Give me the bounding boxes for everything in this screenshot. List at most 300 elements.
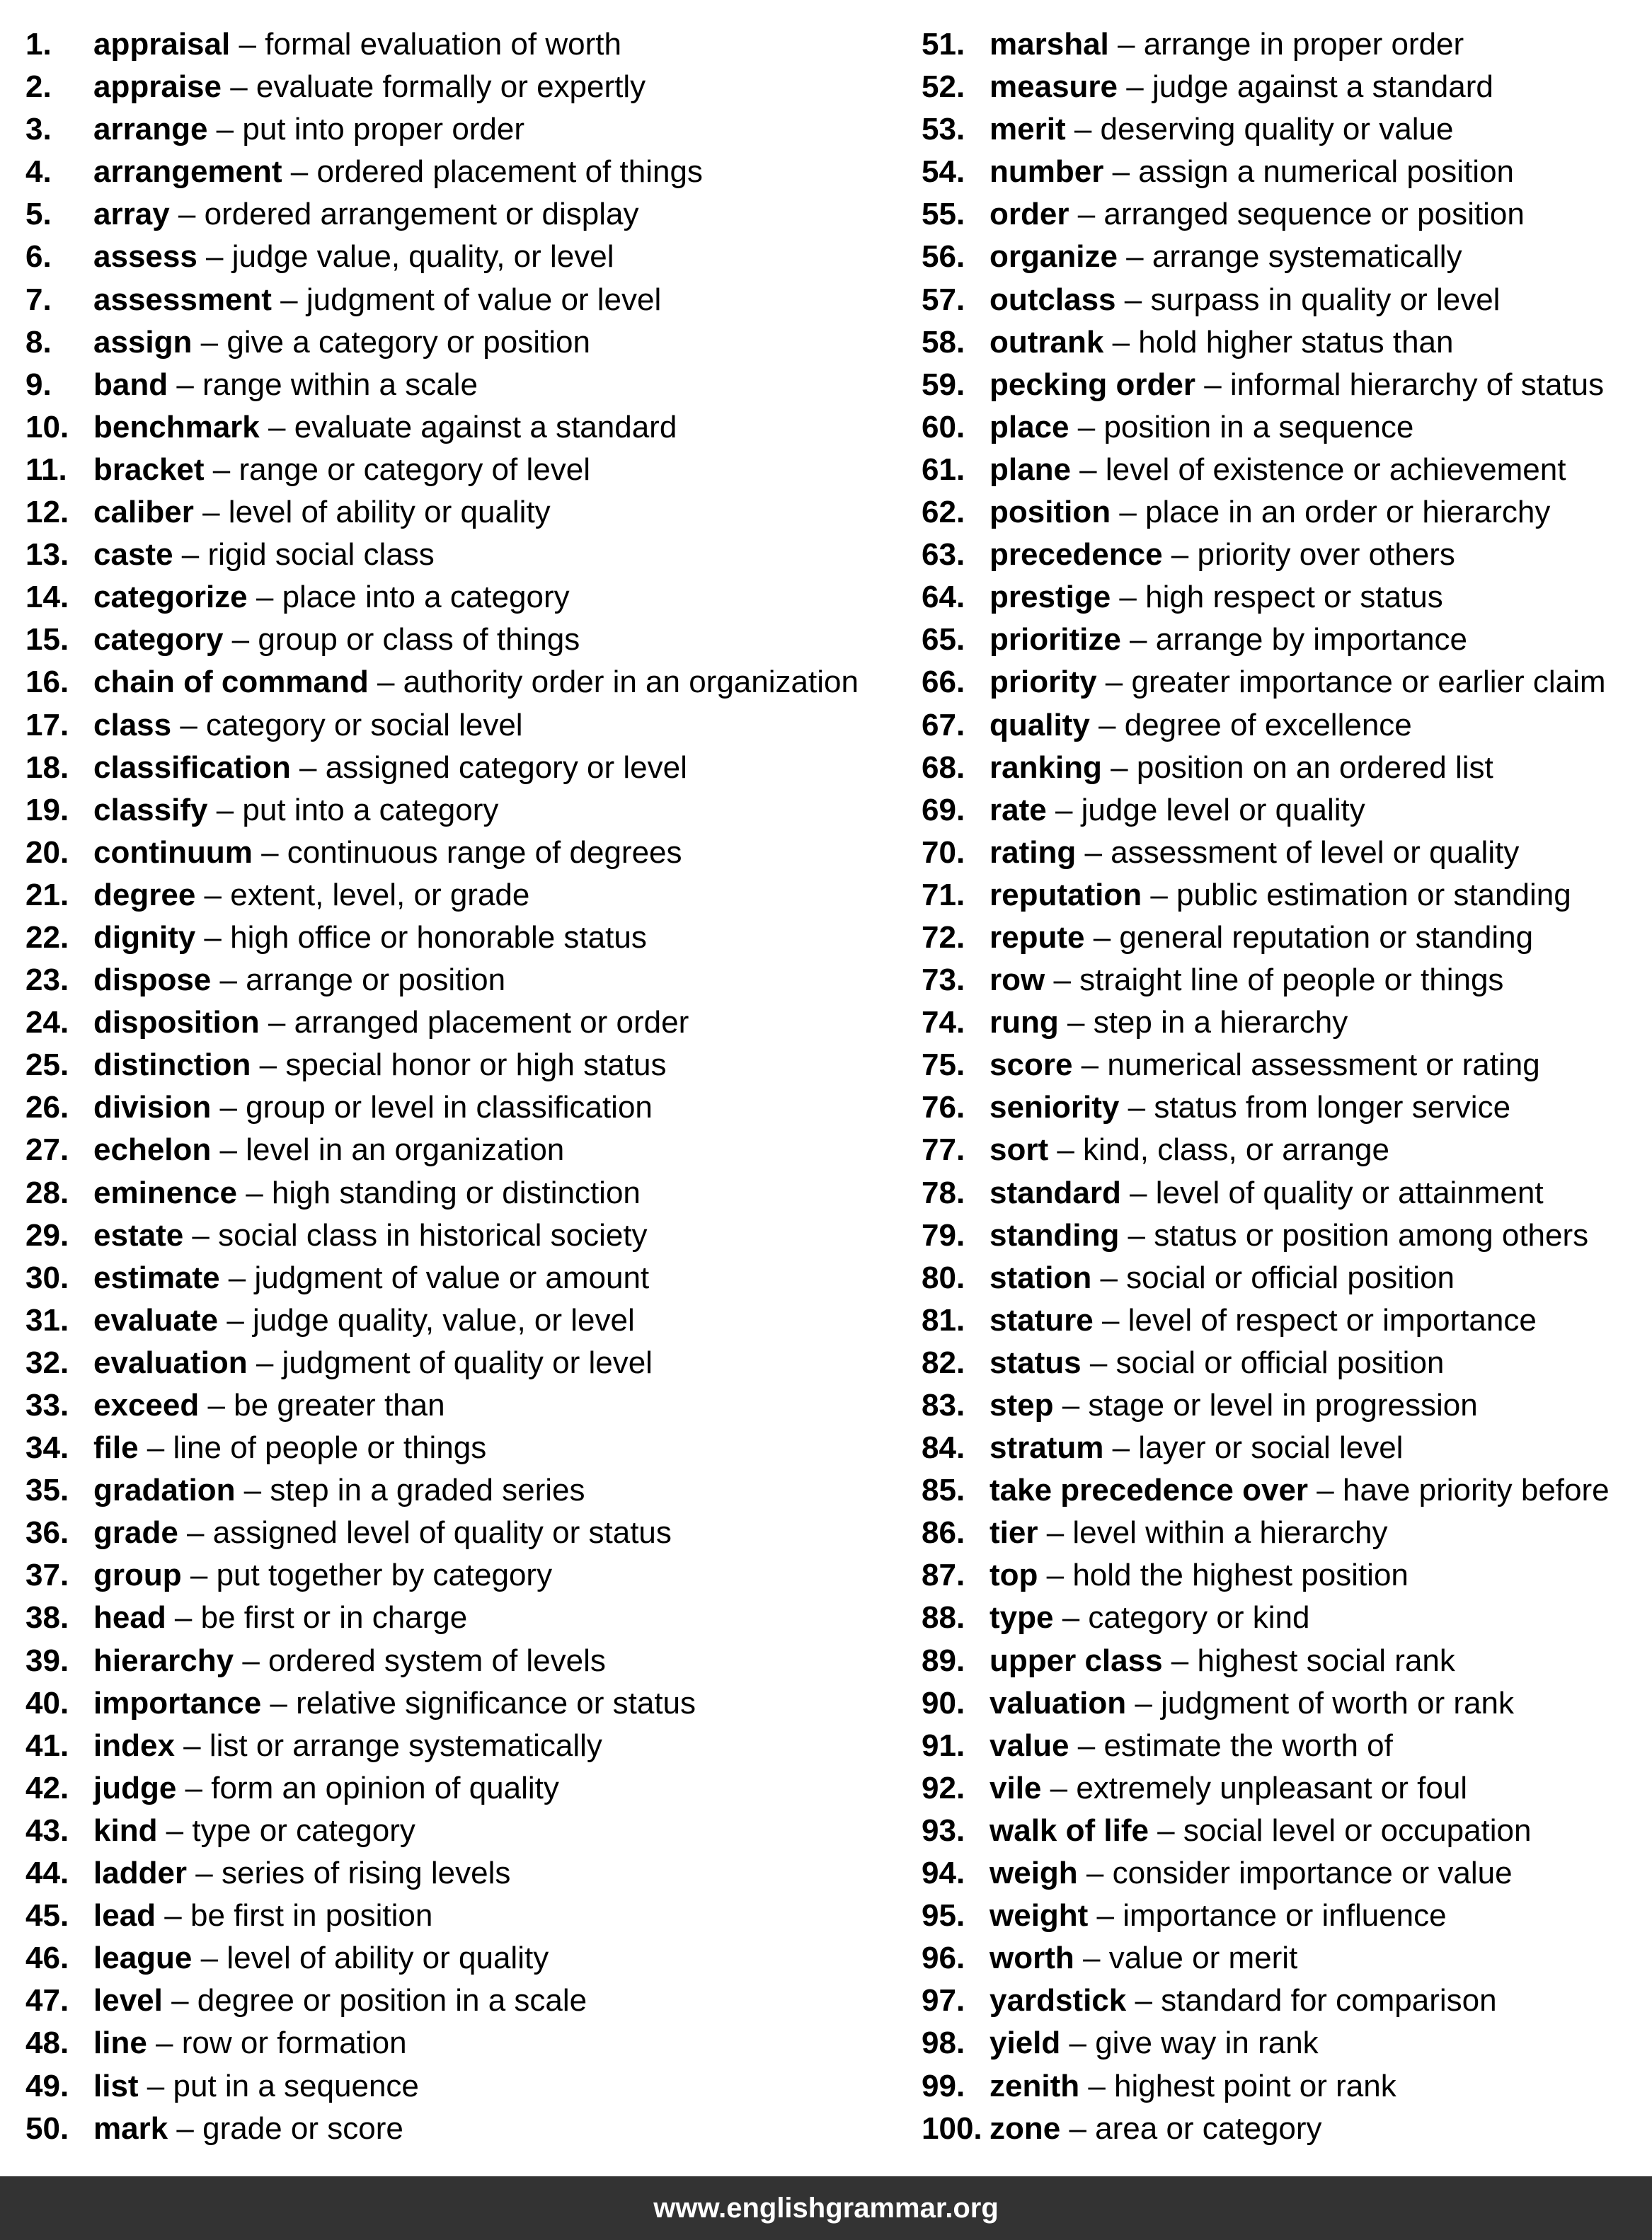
item-separator: – — [259, 409, 294, 444]
item-definition: step in a hierarchy — [1093, 1005, 1348, 1040]
list-item — [25, 747, 875, 789]
item-term: rung — [990, 1005, 1059, 1040]
item-definition: evaluate formally or expertly — [256, 69, 646, 105]
item-definition: numerical assessment or rating — [1107, 1047, 1540, 1083]
list-item — [922, 1895, 1652, 1937]
item-separator: – — [271, 282, 306, 317]
item-number: 77. — [922, 1132, 965, 1168]
item-definition: degree or position in a scale — [197, 1983, 587, 2018]
item-term: gradation — [93, 1473, 236, 1508]
item-term: stratum — [990, 1430, 1104, 1466]
item-number: 49. — [25, 2068, 69, 2103]
item-number: 19. — [25, 792, 69, 827]
item-separator: – — [1103, 324, 1139, 360]
item-term: hierarchy — [93, 1643, 234, 1678]
item-number: 85. — [922, 1473, 965, 1508]
item-number: 69. — [922, 792, 965, 827]
item-number: 22. — [25, 919, 69, 955]
item-number: 38. — [25, 1600, 69, 1636]
item-number: 13. — [25, 537, 69, 573]
item-term: top — [990, 1558, 1038, 1593]
item-number: 14. — [25, 580, 69, 615]
item-separator: – — [1076, 834, 1111, 870]
item-term: level — [93, 1983, 163, 2018]
list-item — [922, 959, 1652, 1001]
item-term: number — [990, 154, 1104, 190]
item-number: 43. — [25, 1813, 69, 1848]
item-term: dignity — [93, 919, 196, 955]
item-definition: rigid social class — [207, 537, 435, 573]
item-number: 96. — [922, 1941, 965, 1976]
item-separator: – — [1046, 792, 1082, 827]
list-item — [25, 1810, 875, 1852]
item-term: plane — [990, 452, 1071, 487]
item-term: kind — [93, 1813, 158, 1848]
list-item — [922, 1767, 1652, 1810]
item-number: 74. — [922, 1005, 965, 1040]
item-definition: put together by category — [216, 1558, 553, 1593]
item-separator: – — [1069, 1728, 1104, 1763]
item-number: 5. — [25, 197, 52, 232]
item-number: 7. — [25, 282, 52, 317]
item-definition: level in an organization — [246, 1132, 565, 1168]
item-number: 27. — [25, 1132, 69, 1168]
item-definition: level of ability or quality — [226, 1941, 549, 1976]
list-item — [922, 1257, 1652, 1299]
item-definition: public estimation or standing — [1176, 877, 1571, 912]
item-separator: – — [157, 1813, 193, 1848]
list-item — [922, 108, 1652, 151]
item-number: 50. — [25, 2110, 69, 2146]
item-separator: – — [211, 1132, 246, 1168]
item-definition: estimate the worth of — [1103, 1728, 1393, 1763]
item-definition: put into proper order — [242, 112, 525, 147]
list-item — [25, 108, 875, 151]
list-item — [25, 576, 875, 619]
item-separator: – — [1119, 1090, 1154, 1125]
item-term: category — [93, 622, 224, 657]
list-item — [922, 1044, 1652, 1086]
list-item — [922, 789, 1652, 832]
item-number: 84. — [922, 1430, 965, 1466]
item-number: 53. — [922, 112, 965, 147]
item-number: 70. — [922, 834, 965, 870]
list-item — [922, 66, 1652, 108]
item-definition: be greater than — [234, 1388, 445, 1423]
item-term: mark — [93, 2110, 168, 2146]
item-separator: – — [1126, 1685, 1161, 1721]
item-definition: hold higher status than — [1138, 324, 1454, 360]
item-definition: group or class of things — [258, 622, 580, 657]
item-number: 63. — [922, 537, 965, 573]
item-number: 88. — [922, 1600, 965, 1636]
item-definition: arrange systematically — [1152, 239, 1462, 275]
word-list-column-right — [922, 23, 1652, 2150]
item-definition: line of people or things — [173, 1430, 487, 1466]
list-item — [25, 1895, 875, 1937]
item-separator: – — [1081, 1345, 1116, 1380]
list-item — [922, 874, 1652, 917]
item-separator: – — [187, 1856, 222, 1891]
item-definition: level of ability or quality — [228, 495, 551, 530]
item-separator: – — [1195, 367, 1230, 402]
item-definition: status or position among others — [1154, 1217, 1589, 1253]
item-term: outrank — [990, 324, 1104, 360]
item-definition: be first in position — [190, 1898, 433, 1934]
item-number: 73. — [922, 963, 965, 998]
item-separator: – — [1142, 877, 1177, 912]
item-term: league — [93, 1941, 193, 1976]
item-separator: – — [181, 1558, 217, 1593]
item-term: evaluate — [93, 1302, 219, 1338]
list-item — [25, 1384, 875, 1427]
item-number: 6. — [25, 239, 52, 275]
list-item — [922, 576, 1652, 619]
list-item — [25, 151, 875, 193]
item-term: place — [990, 409, 1069, 444]
item-separator: – — [138, 2068, 173, 2103]
item-separator: – — [223, 622, 258, 657]
item-separator: – — [168, 367, 203, 402]
item-number: 24. — [25, 1005, 69, 1040]
item-separator: – — [1077, 1856, 1113, 1891]
item-definition: range or category of level — [239, 452, 590, 487]
item-separator: – — [1060, 2026, 1096, 2061]
list-item — [922, 151, 1652, 193]
list-item — [25, 789, 875, 832]
item-number: 29. — [25, 1217, 69, 1253]
item-number: 62. — [922, 495, 965, 530]
item-separator: – — [197, 239, 232, 275]
item-definition: category or social level — [206, 707, 523, 742]
list-item — [922, 1810, 1652, 1852]
item-number: 79. — [922, 1217, 965, 1253]
item-number: 10. — [25, 409, 69, 444]
item-definition: arranged placement or order — [294, 1005, 689, 1040]
item-separator: – — [162, 1983, 197, 2018]
item-definition: ordered system of levels — [268, 1643, 606, 1678]
item-separator: – — [1084, 919, 1120, 955]
item-definition: level of respect or importance — [1128, 1302, 1537, 1338]
item-number: 97. — [922, 1983, 965, 2018]
item-term: organize — [990, 239, 1118, 275]
item-separator: – — [221, 69, 256, 105]
list-item — [25, 1214, 875, 1257]
list-item — [25, 1597, 875, 1639]
item-definition: evaluate against a standard — [294, 409, 677, 444]
item-separator: – — [171, 707, 207, 742]
item-number: 47. — [25, 1983, 69, 2018]
item-number: 52. — [922, 69, 965, 105]
item-definition: value or merit — [1108, 1941, 1298, 1976]
item-separator: – — [368, 665, 403, 700]
item-definition: priority over others — [1197, 537, 1455, 573]
item-term: station — [990, 1260, 1092, 1295]
item-separator: – — [1162, 537, 1198, 573]
item-definition: step in a graded series — [270, 1473, 585, 1508]
list-item — [25, 321, 875, 364]
list-item — [922, 1725, 1652, 1767]
list-item — [922, 364, 1652, 406]
item-definition: assigned category or level — [325, 749, 687, 785]
list-item — [922, 704, 1652, 747]
item-definition: social class in historical society — [218, 1217, 648, 1253]
item-number: 92. — [922, 1770, 965, 1805]
list-item — [25, 491, 875, 534]
list-item — [25, 1299, 875, 1342]
item-separator: – — [1162, 1643, 1198, 1678]
item-term: seniority — [990, 1090, 1120, 1125]
item-number: 48. — [25, 2026, 69, 2061]
list-item — [922, 1427, 1652, 1469]
list-item — [922, 2065, 1652, 2108]
item-number: 23. — [25, 963, 69, 998]
item-number: 3. — [25, 112, 52, 147]
item-separator: – — [138, 1430, 173, 1466]
item-number: 57. — [922, 282, 965, 317]
item-definition: form an opinion of quality — [211, 1770, 559, 1805]
item-term: measure — [990, 69, 1118, 105]
list-item — [922, 236, 1652, 278]
item-separator: – — [251, 1047, 286, 1083]
item-number: 87. — [922, 1558, 965, 1593]
item-definition: highest point or rank — [1114, 2068, 1396, 2103]
item-definition: put into a category — [242, 792, 499, 827]
item-term: vile — [990, 1770, 1042, 1805]
item-separator: – — [1119, 1217, 1154, 1253]
list-item — [922, 1299, 1652, 1342]
item-number: 99. — [922, 2068, 965, 2103]
item-term: ladder — [93, 1856, 188, 1891]
item-term: zone — [990, 2110, 1061, 2146]
item-term: standard — [990, 1175, 1121, 1210]
item-separator: – — [1126, 1983, 1161, 2018]
list-item — [922, 1852, 1652, 1895]
item-separator: – — [1069, 409, 1104, 444]
item-number: 39. — [25, 1643, 69, 1678]
item-term: repute — [990, 919, 1085, 955]
item-definition: judge level or quality — [1081, 792, 1365, 827]
item-separator: – — [195, 919, 231, 955]
item-number: 26. — [25, 1090, 69, 1125]
item-separator: – — [259, 1005, 294, 1040]
item-number: 16. — [25, 665, 69, 700]
item-separator: – — [178, 1515, 213, 1551]
item-definition: status from longer service — [1154, 1090, 1511, 1125]
item-number: 90. — [922, 1685, 965, 1721]
item-separator: – — [1111, 580, 1146, 615]
list-item — [922, 1001, 1652, 1044]
item-term: division — [93, 1090, 212, 1125]
item-separator: – — [1041, 1770, 1077, 1805]
item-definition: arranged sequence or position — [1103, 197, 1525, 232]
item-number: 33. — [25, 1388, 69, 1423]
item-separator: – — [235, 1473, 270, 1508]
item-separator: – — [192, 324, 227, 360]
item-definition: assessment of level or quality — [1111, 834, 1520, 870]
item-definition: relative significance or status — [296, 1685, 696, 1721]
item-definition: continuous range of degrees — [287, 834, 682, 870]
list-item — [922, 2022, 1652, 2064]
list-item — [922, 619, 1652, 661]
list-item — [25, 704, 875, 747]
item-number: 64. — [922, 580, 965, 615]
list-item — [25, 959, 875, 1001]
item-definition: arrange in proper order — [1143, 27, 1464, 62]
item-term: outclass — [990, 282, 1116, 317]
item-term: continuum — [93, 834, 253, 870]
item-term: lead — [93, 1898, 156, 1934]
item-definition: list or arrange systematically — [209, 1728, 602, 1763]
item-number: 25. — [25, 1047, 69, 1083]
item-separator: – — [1118, 69, 1152, 105]
item-term: group — [93, 1558, 182, 1593]
item-definition: social level or occupation — [1183, 1813, 1532, 1848]
item-term: classification — [93, 749, 291, 785]
item-term: step — [990, 1388, 1054, 1423]
item-separator: – — [247, 1345, 282, 1380]
item-number: 86. — [922, 1515, 965, 1551]
item-term: merit — [990, 112, 1066, 147]
item-term: caste — [93, 537, 173, 573]
list-item — [25, 832, 875, 874]
item-definition: judgment of quality or level — [282, 1345, 653, 1380]
item-term: index — [93, 1728, 175, 1763]
item-separator: – — [199, 1388, 234, 1423]
item-number: 82. — [922, 1345, 965, 1380]
item-term: chain of command — [93, 665, 369, 700]
item-separator: – — [1089, 707, 1125, 742]
list-item — [922, 832, 1652, 874]
list-item — [922, 1554, 1652, 1597]
footer-url[interactable]: www.englishgrammar.org — [653, 2193, 999, 2224]
item-definition: surpass in quality or level — [1150, 282, 1501, 317]
item-definition: place into a category — [282, 580, 570, 615]
list-item — [25, 406, 875, 449]
item-number: 54. — [922, 154, 965, 190]
list-item — [922, 534, 1652, 576]
item-definition: straight line of people or things — [1079, 963, 1504, 998]
item-number: 21. — [25, 877, 69, 912]
item-number: 8. — [25, 324, 52, 360]
item-separator: – — [174, 1728, 210, 1763]
item-term: bracket — [93, 452, 205, 487]
item-term: row — [990, 963, 1045, 998]
item-term: walk of life — [990, 1813, 1149, 1848]
item-term: zenith — [990, 2068, 1080, 2103]
item-number: 30. — [25, 1260, 69, 1295]
item-definition: high office or honorable status — [230, 919, 647, 955]
item-term: yield — [990, 2026, 1061, 2061]
list-item — [922, 1129, 1652, 1171]
item-separator: – — [166, 1600, 201, 1636]
item-definition: arrange or position — [246, 963, 506, 998]
item-separator: – — [236, 1175, 272, 1210]
item-definition: level of existence or achievement — [1105, 452, 1566, 487]
item-term: marshal — [990, 27, 1109, 62]
item-definition: judge against a standard — [1152, 69, 1493, 105]
item-separator: – — [183, 1217, 219, 1253]
item-separator: – — [282, 154, 317, 190]
item-definition: authority order in an organization — [403, 665, 859, 700]
list-item — [25, 1554, 875, 1597]
item-definition: group or level in classification — [246, 1090, 653, 1125]
item-term: caliber — [93, 495, 194, 530]
item-separator: – — [1103, 154, 1139, 190]
list-item — [25, 1044, 875, 1086]
item-number: 75. — [922, 1047, 965, 1083]
item-separator: – — [192, 1941, 227, 1976]
item-number: 98. — [922, 2026, 965, 2061]
item-term: sort — [990, 1132, 1049, 1168]
item-term: worth — [990, 1941, 1074, 1976]
list-item — [922, 1937, 1652, 1980]
item-definition: social or official position — [1115, 1345, 1445, 1380]
item-term: take precedence over — [990, 1473, 1309, 1508]
list-item — [25, 874, 875, 917]
item-separator: – — [261, 1685, 297, 1721]
item-number: 41. — [25, 1728, 69, 1763]
item-separator: – — [1093, 1302, 1128, 1338]
item-definition: area or category — [1095, 2110, 1322, 2146]
item-term: rating — [990, 834, 1077, 870]
item-term: quality — [990, 707, 1090, 742]
list-item — [25, 661, 875, 703]
item-number: 67. — [922, 707, 965, 742]
item-definition: highest social rank — [1197, 1643, 1455, 1678]
item-number: 59. — [922, 367, 965, 402]
item-term: head — [93, 1600, 166, 1636]
item-term: position — [990, 495, 1111, 530]
item-separator: – — [207, 112, 243, 147]
item-term: assessment — [93, 282, 272, 317]
item-term: reputation — [990, 877, 1142, 912]
item-separator: – — [169, 197, 205, 232]
item-number: 51. — [922, 27, 965, 62]
list-item — [922, 491, 1652, 534]
item-number: 65. — [922, 622, 965, 657]
item-number: 60. — [922, 409, 965, 444]
list-item — [922, 23, 1652, 66]
item-term: echelon — [93, 1132, 212, 1168]
item-separator: – — [218, 1302, 253, 1338]
item-number: 80. — [922, 1260, 965, 1295]
item-separator: – — [173, 537, 208, 573]
item-term: appraise — [93, 69, 222, 105]
list-item — [922, 917, 1652, 959]
item-number: 58. — [922, 324, 965, 360]
item-term: prestige — [990, 580, 1111, 615]
item-separator: – — [1038, 1558, 1073, 1593]
item-number: 93. — [922, 1813, 965, 1848]
item-term: status — [990, 1345, 1082, 1380]
list-item — [25, 1980, 875, 2022]
item-separator: – — [207, 792, 243, 827]
item-term: assess — [93, 239, 197, 275]
item-separator: – — [1091, 1260, 1127, 1295]
list-item — [25, 2065, 875, 2108]
list-item — [922, 1980, 1652, 2022]
item-separator: – — [195, 877, 231, 912]
item-term: weigh — [990, 1856, 1078, 1891]
item-definition: have priority before — [1342, 1473, 1610, 1508]
item-term: arrange — [93, 112, 208, 147]
item-definition: give a category or position — [226, 324, 590, 360]
item-definition: special honor or high status — [285, 1047, 667, 1083]
list-item — [25, 279, 875, 321]
item-term: array — [93, 197, 170, 232]
item-number: 56. — [922, 239, 965, 275]
